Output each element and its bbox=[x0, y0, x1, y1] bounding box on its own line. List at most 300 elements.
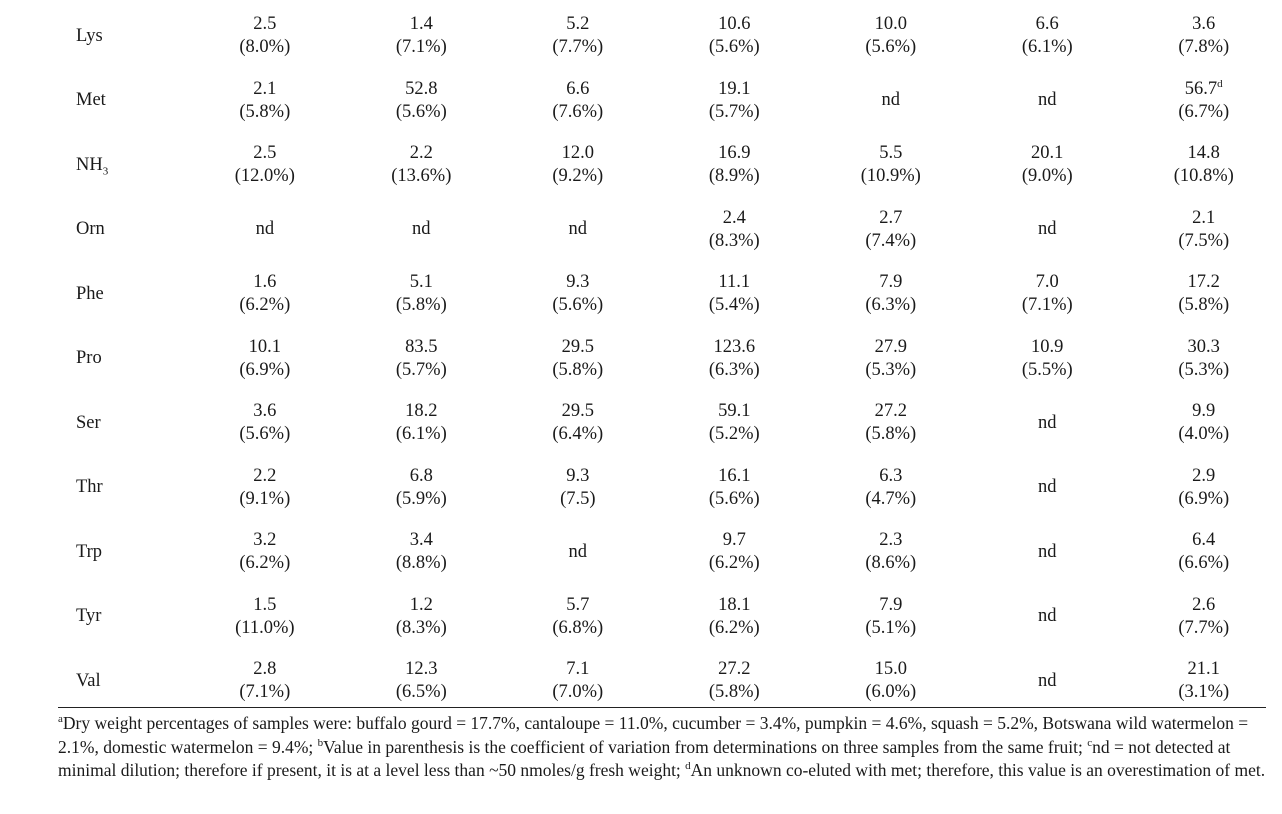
cell-value bbox=[500, 400, 656, 423]
cell-coefficient-of-variation: (6.9%) bbox=[1178, 488, 1230, 509]
table-cell bbox=[969, 69, 1125, 134]
cell-value bbox=[813, 271, 969, 294]
cell-coefficient-of-variation: (8.3%) bbox=[708, 230, 760, 251]
table-cell bbox=[343, 391, 499, 456]
cell-value-text: 5.7 bbox=[566, 594, 590, 615]
cell-coefficient-of-variation: (7.5%) bbox=[1178, 230, 1230, 251]
cell-coefficient-of-variation: (8.0%) bbox=[239, 37, 291, 58]
table-cell bbox=[1125, 198, 1282, 263]
cell-value-text: 1.6 bbox=[253, 272, 277, 293]
cell-coefficient-of-variation: (5.6%) bbox=[708, 488, 760, 509]
cell-value-text: 30.3 bbox=[1187, 336, 1220, 357]
cell-value-text: 123.6 bbox=[713, 336, 756, 357]
table-cell bbox=[500, 69, 656, 134]
cell-coefficient-of-variation: (5.2%) bbox=[708, 424, 760, 445]
cell-coefficient-of-variation: (5.6%) bbox=[395, 101, 447, 122]
cell-value bbox=[813, 142, 969, 165]
cell-value bbox=[969, 89, 1125, 112]
table-cell bbox=[343, 198, 499, 263]
cell-value bbox=[343, 142, 499, 165]
table-cell bbox=[1125, 391, 1282, 456]
table-row bbox=[0, 585, 1282, 650]
cell-value-text: 2.1 bbox=[253, 78, 277, 99]
cell-value bbox=[656, 207, 812, 230]
cell-coefficient-of-variation: (7.1%) bbox=[1021, 295, 1073, 316]
row-label bbox=[0, 391, 187, 456]
cell-value-text: 2.1 bbox=[1192, 207, 1216, 228]
cell-value bbox=[1125, 594, 1282, 617]
cell-value bbox=[187, 594, 343, 617]
table-cell bbox=[969, 4, 1125, 69]
cell-value bbox=[343, 658, 499, 681]
table-body bbox=[0, 4, 1282, 714]
row-label-text: Phe bbox=[76, 283, 104, 304]
cell-value bbox=[187, 13, 343, 36]
cell-value-text: nd bbox=[881, 90, 900, 111]
cell-value bbox=[813, 400, 969, 423]
table-cell bbox=[656, 520, 812, 585]
cell-value bbox=[813, 336, 969, 359]
cell-value-text: 11.1 bbox=[718, 272, 751, 293]
cell-value-text: 20.1 bbox=[1031, 143, 1064, 164]
table-cell bbox=[500, 649, 656, 714]
table-row bbox=[0, 520, 1282, 585]
table-cell bbox=[969, 649, 1125, 714]
cell-value-text: 29.5 bbox=[561, 336, 594, 357]
footnote-marker: d bbox=[1217, 77, 1223, 90]
cell-value bbox=[187, 529, 343, 552]
table-cell bbox=[656, 391, 812, 456]
cell-value bbox=[500, 658, 656, 681]
cell-coefficient-of-variation: (6.2%) bbox=[239, 295, 291, 316]
table-cell bbox=[1125, 133, 1282, 198]
cell-value bbox=[500, 465, 656, 488]
cell-value bbox=[1125, 529, 1282, 552]
table-cell bbox=[187, 391, 343, 456]
cell-coefficient-of-variation: (6.1%) bbox=[395, 424, 447, 445]
row-label-text: Val bbox=[76, 670, 101, 691]
table-cell bbox=[343, 456, 499, 521]
cell-value bbox=[500, 13, 656, 36]
table-cell bbox=[343, 4, 499, 69]
cell-coefficient-of-variation: (7.0%) bbox=[552, 682, 604, 703]
table-cell bbox=[187, 456, 343, 521]
table-cell bbox=[813, 649, 969, 714]
cell-coefficient-of-variation: (6.4%) bbox=[552, 424, 604, 445]
table-cell bbox=[187, 327, 343, 392]
cell-value-text: 59.1 bbox=[718, 401, 751, 422]
cell-coefficient-of-variation: (7.6%) bbox=[552, 101, 604, 122]
footnotes bbox=[58, 712, 1268, 783]
cell-value bbox=[656, 594, 812, 617]
table-cell bbox=[969, 262, 1125, 327]
table-cell bbox=[1125, 4, 1282, 69]
table-row bbox=[0, 198, 1282, 263]
cell-value bbox=[343, 13, 499, 36]
cell-coefficient-of-variation: (8.6%) bbox=[865, 553, 917, 574]
cell-value-text: 7.0 bbox=[1035, 272, 1059, 293]
cell-value bbox=[1125, 207, 1282, 230]
cell-value-text: nd bbox=[568, 541, 588, 562]
cell-value bbox=[343, 218, 499, 241]
cell-value bbox=[656, 400, 812, 423]
cell-value-text: 12.0 bbox=[561, 143, 594, 164]
cell-value-text: 2.6 bbox=[1192, 594, 1216, 615]
table-cell bbox=[500, 133, 656, 198]
cell-value-text: 6.3 bbox=[879, 465, 903, 486]
table-row bbox=[0, 4, 1282, 69]
cell-value bbox=[813, 594, 969, 617]
table-cell bbox=[969, 585, 1125, 650]
cell-value-text: 56.7 bbox=[1184, 78, 1218, 99]
cell-coefficient-of-variation: (7.8%) bbox=[1178, 37, 1230, 58]
table-cell bbox=[969, 327, 1125, 392]
cell-value bbox=[813, 529, 969, 552]
cell-value bbox=[500, 271, 656, 294]
cell-value bbox=[343, 78, 499, 101]
cell-coefficient-of-variation: (6.2%) bbox=[708, 553, 760, 574]
cell-value bbox=[813, 89, 969, 112]
cell-coefficient-of-variation: (7.7%) bbox=[1178, 617, 1230, 638]
table-cell bbox=[1125, 520, 1282, 585]
cell-value-text: nd bbox=[255, 219, 275, 240]
cell-value-text: 16.9 bbox=[718, 143, 751, 164]
table-cell bbox=[813, 198, 969, 263]
cell-value-text: 2.5 bbox=[253, 143, 277, 164]
table-cell bbox=[500, 520, 656, 585]
cell-coefficient-of-variation: (9.0%) bbox=[1021, 166, 1073, 187]
table-cell bbox=[969, 198, 1125, 263]
cell-value-text: nd bbox=[1037, 670, 1057, 691]
cell-value bbox=[187, 336, 343, 359]
table-cell bbox=[343, 69, 499, 134]
cell-value bbox=[969, 336, 1125, 359]
table-cell bbox=[656, 262, 812, 327]
table-cell bbox=[656, 198, 812, 263]
cell-value-text: 6.6 bbox=[1035, 14, 1059, 35]
table-cell bbox=[813, 391, 969, 456]
cell-value-text: 18.1 bbox=[718, 594, 751, 615]
cell-value bbox=[343, 594, 499, 617]
cell-value-text: 29.5 bbox=[561, 401, 594, 422]
cell-value-text: 3.4 bbox=[409, 530, 433, 551]
cell-value bbox=[813, 465, 969, 488]
cell-value bbox=[969, 476, 1125, 499]
cell-value bbox=[1125, 13, 1282, 36]
cell-value-text: 10.1 bbox=[248, 336, 281, 357]
cell-coefficient-of-variation: (8.8%) bbox=[395, 553, 447, 574]
row-label-text: Trp bbox=[76, 541, 103, 562]
cell-coefficient-of-variation: (10.8%) bbox=[1173, 166, 1234, 187]
table-cell bbox=[500, 585, 656, 650]
row-label-text: Orn bbox=[76, 219, 105, 240]
cell-value bbox=[1125, 142, 1282, 165]
cell-coefficient-of-variation: (5.5%) bbox=[1021, 359, 1073, 380]
cell-value bbox=[343, 465, 499, 488]
cell-value-text: 21.1 bbox=[1187, 659, 1220, 680]
table-cell bbox=[656, 327, 812, 392]
table-cell bbox=[656, 4, 812, 69]
cell-value bbox=[500, 142, 656, 165]
cell-coefficient-of-variation: (5.8%) bbox=[395, 295, 447, 316]
table-cell bbox=[813, 69, 969, 134]
cell-value-text: 6.4 bbox=[1192, 530, 1216, 551]
table-cell bbox=[343, 585, 499, 650]
footnote-marker: d bbox=[685, 760, 691, 773]
cell-coefficient-of-variation: (6.1%) bbox=[1021, 37, 1073, 58]
cell-coefficient-of-variation: (5.8%) bbox=[865, 424, 917, 445]
cell-value bbox=[187, 142, 343, 165]
table-row bbox=[0, 133, 1282, 198]
cell-value-text: 12.3 bbox=[405, 659, 438, 680]
amino-acid-table bbox=[0, 4, 1282, 714]
cell-coefficient-of-variation: (5.6%) bbox=[708, 37, 760, 58]
cell-value-text: 27.2 bbox=[718, 659, 751, 680]
footnote-text: Dry weight percentages of samples were: buffalo gourd = 17.7%, cantaloupe = 11.0%, cucumber = 3.4%, pumpkin = 4.6%, squash = 5.2%, Botswana wild watermelon = 2.1%, domestic watermelon = 9.4%; bbox=[58, 713, 1249, 757]
cell-value bbox=[969, 541, 1125, 564]
table-cell bbox=[500, 262, 656, 327]
cell-value bbox=[969, 670, 1125, 693]
table-cell bbox=[500, 198, 656, 263]
table-cell bbox=[813, 133, 969, 198]
cell-value-text: 2.4 bbox=[722, 207, 746, 228]
cell-value-text: 7.9 bbox=[879, 272, 903, 293]
table-cell bbox=[500, 327, 656, 392]
cell-value bbox=[656, 78, 812, 101]
cell-value bbox=[969, 218, 1125, 241]
row-label bbox=[0, 133, 187, 198]
cell-value-text: 9.3 bbox=[566, 465, 590, 486]
table-cell bbox=[656, 456, 812, 521]
cell-value-text: 7.9 bbox=[879, 594, 903, 615]
table-cell bbox=[187, 262, 343, 327]
cell-value-text: 83.5 bbox=[405, 336, 438, 357]
cell-value-text: nd bbox=[1037, 219, 1057, 240]
cell-value bbox=[500, 594, 656, 617]
cell-value-text: 27.9 bbox=[874, 336, 907, 357]
table-cell bbox=[1125, 327, 1282, 392]
cell-coefficient-of-variation: (5.9%) bbox=[395, 488, 447, 509]
row-label bbox=[0, 585, 187, 650]
cell-coefficient-of-variation: (6.2%) bbox=[239, 553, 291, 574]
table-cell bbox=[500, 391, 656, 456]
cell-value-text: 19.1 bbox=[718, 78, 751, 99]
cell-value bbox=[500, 218, 656, 241]
cell-value-text: 15.0 bbox=[874, 659, 907, 680]
cell-value bbox=[656, 13, 812, 36]
table-cell bbox=[656, 69, 812, 134]
table-cell bbox=[1125, 585, 1282, 650]
cell-value bbox=[1125, 336, 1282, 359]
cell-value-text: 5.2 bbox=[566, 14, 590, 35]
table-cell bbox=[187, 4, 343, 69]
table-cell bbox=[969, 391, 1125, 456]
cell-value-text: 3.6 bbox=[1192, 14, 1216, 35]
cell-coefficient-of-variation: (5.8%) bbox=[1178, 295, 1230, 316]
cell-value-text: 2.3 bbox=[879, 530, 903, 551]
table-cell bbox=[343, 327, 499, 392]
table-row bbox=[0, 391, 1282, 456]
cell-value-text: 2.5 bbox=[253, 14, 277, 35]
cell-value bbox=[1125, 658, 1282, 681]
cell-value-text: 2.2 bbox=[409, 143, 433, 164]
cell-value bbox=[969, 271, 1125, 294]
footnote-text: nd = not detected at minimal dilution; therefore if present, it is at a level less than ~50 nmoles/g fresh weight; bbox=[58, 736, 1231, 780]
table-row bbox=[0, 327, 1282, 392]
row-label bbox=[0, 69, 187, 134]
cell-coefficient-of-variation: (6.0%) bbox=[865, 682, 917, 703]
cell-coefficient-of-variation: (5.4%) bbox=[708, 295, 760, 316]
footnote-divider bbox=[58, 707, 1266, 708]
table-cell bbox=[656, 133, 812, 198]
cell-coefficient-of-variation: (12.0%) bbox=[234, 166, 295, 187]
cell-value-text: 27.2 bbox=[874, 401, 907, 422]
cell-value bbox=[813, 13, 969, 36]
cell-value bbox=[656, 142, 812, 165]
cell-value-text: 2.2 bbox=[253, 465, 277, 486]
cell-value bbox=[656, 271, 812, 294]
cell-value bbox=[969, 605, 1125, 628]
footnote-text: An unknown co-eluted with met; therefore, this value is an overestimation of met. bbox=[690, 760, 1266, 780]
table-cell bbox=[969, 520, 1125, 585]
cell-value bbox=[1125, 78, 1282, 101]
row-label-text: Lys bbox=[76, 25, 103, 46]
cell-coefficient-of-variation: (5.6%) bbox=[552, 295, 604, 316]
cell-value bbox=[343, 336, 499, 359]
table-cell bbox=[1125, 262, 1282, 327]
table-cell bbox=[969, 133, 1125, 198]
footnote bbox=[685, 760, 1265, 780]
cell-value bbox=[969, 142, 1125, 165]
row-label bbox=[0, 520, 187, 585]
cell-value bbox=[500, 78, 656, 101]
cell-value-text: 10.0 bbox=[874, 14, 907, 35]
cell-value bbox=[187, 218, 343, 241]
cell-value-text: nd bbox=[412, 219, 431, 240]
cell-coefficient-of-variation: (11.0%) bbox=[235, 617, 295, 638]
cell-coefficient-of-variation: (6.3%) bbox=[708, 359, 760, 380]
cell-value-text: 10.9 bbox=[1031, 336, 1064, 357]
cell-value bbox=[500, 336, 656, 359]
table-cell bbox=[343, 133, 499, 198]
cell-value bbox=[656, 658, 812, 681]
table-row bbox=[0, 456, 1282, 521]
row-label-text: Ser bbox=[76, 412, 101, 433]
table-cell bbox=[1125, 69, 1282, 134]
cell-value bbox=[187, 271, 343, 294]
cell-value bbox=[343, 529, 499, 552]
table-cell bbox=[343, 520, 499, 585]
cell-value-text: 10.6 bbox=[718, 14, 751, 35]
cell-value bbox=[969, 13, 1125, 36]
cell-coefficient-of-variation: (7.1%) bbox=[239, 682, 291, 703]
cell-coefficient-of-variation: (5.7%) bbox=[395, 359, 447, 380]
cell-value-text: 1.4 bbox=[409, 14, 433, 35]
row-label-text: Pro bbox=[76, 348, 102, 369]
cell-coefficient-of-variation: (9.2%) bbox=[552, 166, 604, 187]
cell-coefficient-of-variation: (7.5) bbox=[560, 488, 596, 509]
table-cell bbox=[813, 4, 969, 69]
cell-value bbox=[656, 465, 812, 488]
cell-coefficient-of-variation: (7.1%) bbox=[395, 37, 447, 58]
table-cell bbox=[187, 649, 343, 714]
cell-coefficient-of-variation: (5.6%) bbox=[865, 37, 917, 58]
cell-coefficient-of-variation: (5.6%) bbox=[239, 424, 291, 445]
cell-value-text: 14.8 bbox=[1187, 143, 1220, 164]
table-cell bbox=[656, 649, 812, 714]
footnote-marker: c bbox=[1087, 736, 1093, 749]
cell-coefficient-of-variation: (4.7%) bbox=[865, 488, 917, 509]
row-label bbox=[0, 262, 187, 327]
row-label-subscript: 3 bbox=[102, 165, 109, 178]
cell-value bbox=[187, 78, 343, 101]
cell-coefficient-of-variation: (6.6%) bbox=[1178, 553, 1230, 574]
cell-value bbox=[656, 529, 812, 552]
cell-value bbox=[656, 336, 812, 359]
table-row bbox=[0, 262, 1282, 327]
table-cell bbox=[187, 69, 343, 134]
cell-coefficient-of-variation: (5.8%) bbox=[708, 682, 760, 703]
cell-coefficient-of-variation: (7.7%) bbox=[552, 37, 604, 58]
cell-coefficient-of-variation: (13.6%) bbox=[391, 166, 452, 187]
row-label bbox=[0, 456, 187, 521]
cell-value-text: nd bbox=[1037, 90, 1057, 111]
cell-coefficient-of-variation: (6.2%) bbox=[708, 617, 760, 638]
cell-value-text: 2.9 bbox=[1192, 465, 1216, 486]
table-cell bbox=[343, 649, 499, 714]
cell-value-text: 9.7 bbox=[722, 530, 746, 551]
cell-value-text: 5.5 bbox=[879, 143, 903, 164]
footnote-marker: a bbox=[58, 713, 63, 726]
table-cell bbox=[187, 133, 343, 198]
row-label-text: NH bbox=[76, 154, 103, 175]
cell-coefficient-of-variation: (3.1%) bbox=[1178, 682, 1230, 703]
cell-value bbox=[1125, 400, 1282, 423]
cell-coefficient-of-variation: (5.3%) bbox=[865, 359, 917, 380]
cell-value-text: 1.2 bbox=[409, 594, 433, 615]
table-cell bbox=[813, 327, 969, 392]
cell-value bbox=[1125, 465, 1282, 488]
cell-value-text: 3.6 bbox=[253, 401, 277, 422]
cell-coefficient-of-variation: (5.8%) bbox=[239, 101, 291, 122]
row-label bbox=[0, 649, 187, 714]
table-cell bbox=[1125, 649, 1282, 714]
cell-value-text: 18.2 bbox=[405, 401, 438, 422]
cell-value-text: 5.1 bbox=[409, 272, 433, 293]
cell-value-text: 2.7 bbox=[879, 207, 903, 228]
cell-value-text: 1.5 bbox=[253, 594, 277, 615]
row-label bbox=[0, 327, 187, 392]
cell-value-text: 2.8 bbox=[253, 659, 277, 680]
cell-coefficient-of-variation: (6.3%) bbox=[865, 295, 917, 316]
cell-coefficient-of-variation: (5.3%) bbox=[1178, 359, 1230, 380]
cell-value bbox=[1125, 271, 1282, 294]
cell-value-text: 3.2 bbox=[253, 530, 277, 551]
cell-value-text: nd bbox=[1037, 606, 1057, 627]
cell-value bbox=[187, 465, 343, 488]
cell-coefficient-of-variation: (10.9%) bbox=[860, 166, 921, 187]
table-cell bbox=[813, 520, 969, 585]
table-cell bbox=[500, 4, 656, 69]
row-label-text: Tyr bbox=[76, 606, 102, 627]
table-cell bbox=[343, 262, 499, 327]
row-label-text: Thr bbox=[76, 477, 103, 498]
cell-value bbox=[500, 541, 656, 564]
footnote-text: Value in parenthesis is the coefficient of variation from determinations on three samples from the same fruit; bbox=[323, 736, 1088, 757]
table-cell bbox=[813, 456, 969, 521]
table-row bbox=[0, 649, 1282, 714]
table-cell bbox=[187, 198, 343, 263]
